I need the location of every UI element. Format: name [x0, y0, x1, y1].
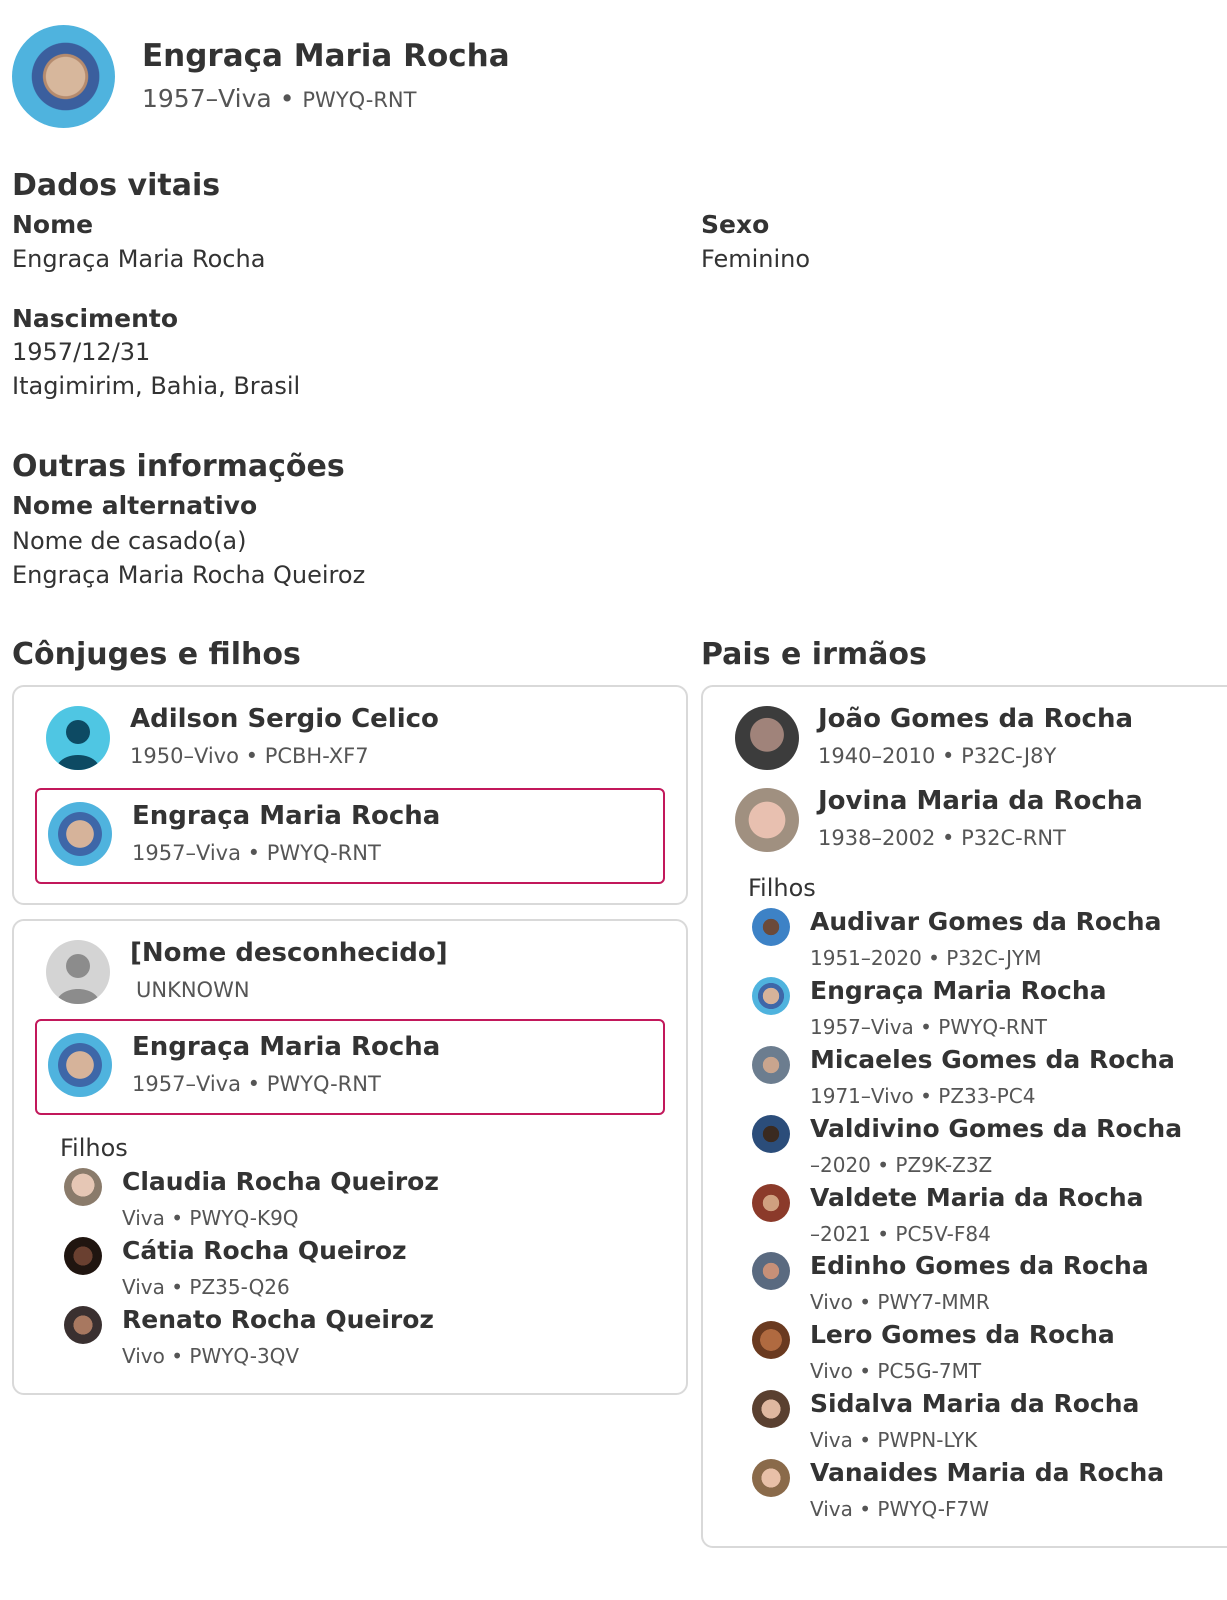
sibling-sub: 1951–2020 • P32C-JYM: [810, 946, 1042, 970]
unknown-spouse-sub: UNKNOWN: [136, 978, 250, 1002]
sibling-sub: 1957–Viva • PWYQ-RNT: [810, 1015, 1047, 1039]
father-avatar[interactable]: [735, 706, 799, 770]
self-name[interactable]: Engraça Maria Rocha: [132, 801, 441, 831]
self-lifespan: 1957–Viva • PWYQ-RNT: [132, 1072, 381, 1096]
sibling-name[interactable]: Sidalva Maria da Rocha: [810, 1389, 1140, 1418]
sibling-avatar[interactable]: [752, 1252, 790, 1290]
self-lifespan: 1957–Viva • PWYQ-RNT: [132, 841, 381, 865]
sex-label: Sexo: [701, 210, 770, 239]
unknown-avatar-icon[interactable]: [46, 940, 110, 1004]
sibling-name[interactable]: Vanaides Maria da Rocha: [810, 1458, 1165, 1487]
siblings-label: Filhos: [748, 874, 816, 902]
sibling-name[interactable]: Micaeles Gomes da Rocha: [810, 1045, 1175, 1074]
sibling-avatar[interactable]: [752, 1115, 790, 1153]
child-name[interactable]: Claudia Rocha Queiroz: [122, 1167, 439, 1196]
sibling-avatar[interactable]: [752, 1390, 790, 1428]
unknown-spouse-name[interactable]: [Nome desconhecido]: [130, 938, 448, 968]
sibling-name[interactable]: Engraça Maria Rocha: [810, 976, 1107, 1005]
child-sub: Viva • PWYQ-K9Q: [122, 1206, 299, 1230]
sibling-sub: –2020 • PZ9K-Z3Z: [810, 1153, 993, 1177]
sibling-avatar[interactable]: [752, 977, 790, 1015]
profile-photo[interactable]: [12, 25, 115, 128]
spouses-title: Cônjuges e filhos: [12, 637, 301, 672]
sibling-sub: Viva • PWPN-LYK: [810, 1428, 978, 1452]
mother-sub: 1938–2002 • P32C-RNT: [818, 826, 1066, 850]
birth-label: Nascimento: [12, 304, 178, 333]
sibling-avatar[interactable]: [752, 1321, 790, 1359]
self-name[interactable]: Engraça Maria Rocha: [132, 1032, 441, 1062]
father-sub: 1940–2010 • P32C-J8Y: [818, 744, 1057, 768]
sibling-name[interactable]: Valdete Maria da Rocha: [810, 1183, 1144, 1212]
sibling-sub: –2021 • PC5V-F84: [810, 1222, 991, 1246]
name-value[interactable]: Engraça Maria Rocha: [12, 245, 266, 273]
father-name[interactable]: João Gomes da Rocha: [818, 704, 1134, 734]
birth-place[interactable]: Itagimirim, Bahia, Brasil: [12, 372, 301, 400]
sex-value[interactable]: Feminino: [701, 245, 811, 273]
sibling-sub: Vivo • PC5G-7MT: [810, 1359, 982, 1383]
vitals-title: Dados vitais: [12, 168, 221, 203]
person-avatar[interactable]: [48, 802, 112, 866]
spouse-lifespan: 1950–Vivo • PCBH-XF7: [130, 744, 369, 768]
lifespan: 1957–Viva: [142, 84, 272, 113]
sibling-sub: Vivo • PWY7-MMR: [810, 1290, 990, 1314]
sibling-name[interactable]: Valdivino Gomes da Rocha: [810, 1114, 1183, 1143]
sibling-avatar[interactable]: [752, 1184, 790, 1222]
person-name: Engraça Maria Rocha: [142, 38, 510, 74]
person-avatar[interactable]: [48, 1033, 112, 1097]
alt-name-value[interactable]: Engraça Maria Rocha Queiroz: [12, 561, 366, 589]
person-summary: [142, 84, 416, 113]
spouse-name[interactable]: Adilson Sergio Celico: [130, 704, 439, 734]
birth-date[interactable]: 1957/12/31: [12, 338, 151, 366]
sibling-avatar[interactable]: [752, 908, 790, 946]
child-avatar[interactable]: [64, 1168, 102, 1206]
children-label: Filhos: [60, 1134, 128, 1162]
child-name[interactable]: Renato Rocha Queiroz: [122, 1305, 434, 1334]
person-id: PWYQ-RNT: [302, 88, 417, 112]
child-avatar[interactable]: [64, 1237, 102, 1275]
sibling-name[interactable]: Audivar Gomes da Rocha: [810, 907, 1162, 936]
sibling-avatar[interactable]: [752, 1459, 790, 1497]
child-avatar[interactable]: [64, 1306, 102, 1344]
child-name[interactable]: Cátia Rocha Queiroz: [122, 1236, 407, 1265]
other-info-title: Outras informações: [12, 449, 345, 484]
sibling-sub: 1971–Vivo • PZ33-PC4: [810, 1084, 1036, 1108]
parents-title: Pais e irmãos: [701, 637, 927, 672]
male-avatar-icon[interactable]: [46, 706, 110, 770]
sibling-avatar[interactable]: [752, 1046, 790, 1084]
separator: •: [271, 84, 303, 113]
mother-avatar[interactable]: [735, 788, 799, 852]
mother-name[interactable]: Jovina Maria da Rocha: [818, 786, 1143, 816]
name-label: Nome: [12, 210, 94, 239]
child-sub: Viva • PZ35-Q26: [122, 1275, 290, 1299]
alt-name-type: Nome de casado(a): [12, 527, 247, 555]
sibling-sub: Viva • PWYQ-F7W: [810, 1497, 989, 1521]
sibling-name[interactable]: Edinho Gomes da Rocha: [810, 1251, 1149, 1280]
alt-name-label: Nome alternativo: [12, 491, 258, 520]
sibling-name[interactable]: Lero Gomes da Rocha: [810, 1320, 1115, 1349]
child-sub: Vivo • PWYQ-3QV: [122, 1344, 300, 1368]
